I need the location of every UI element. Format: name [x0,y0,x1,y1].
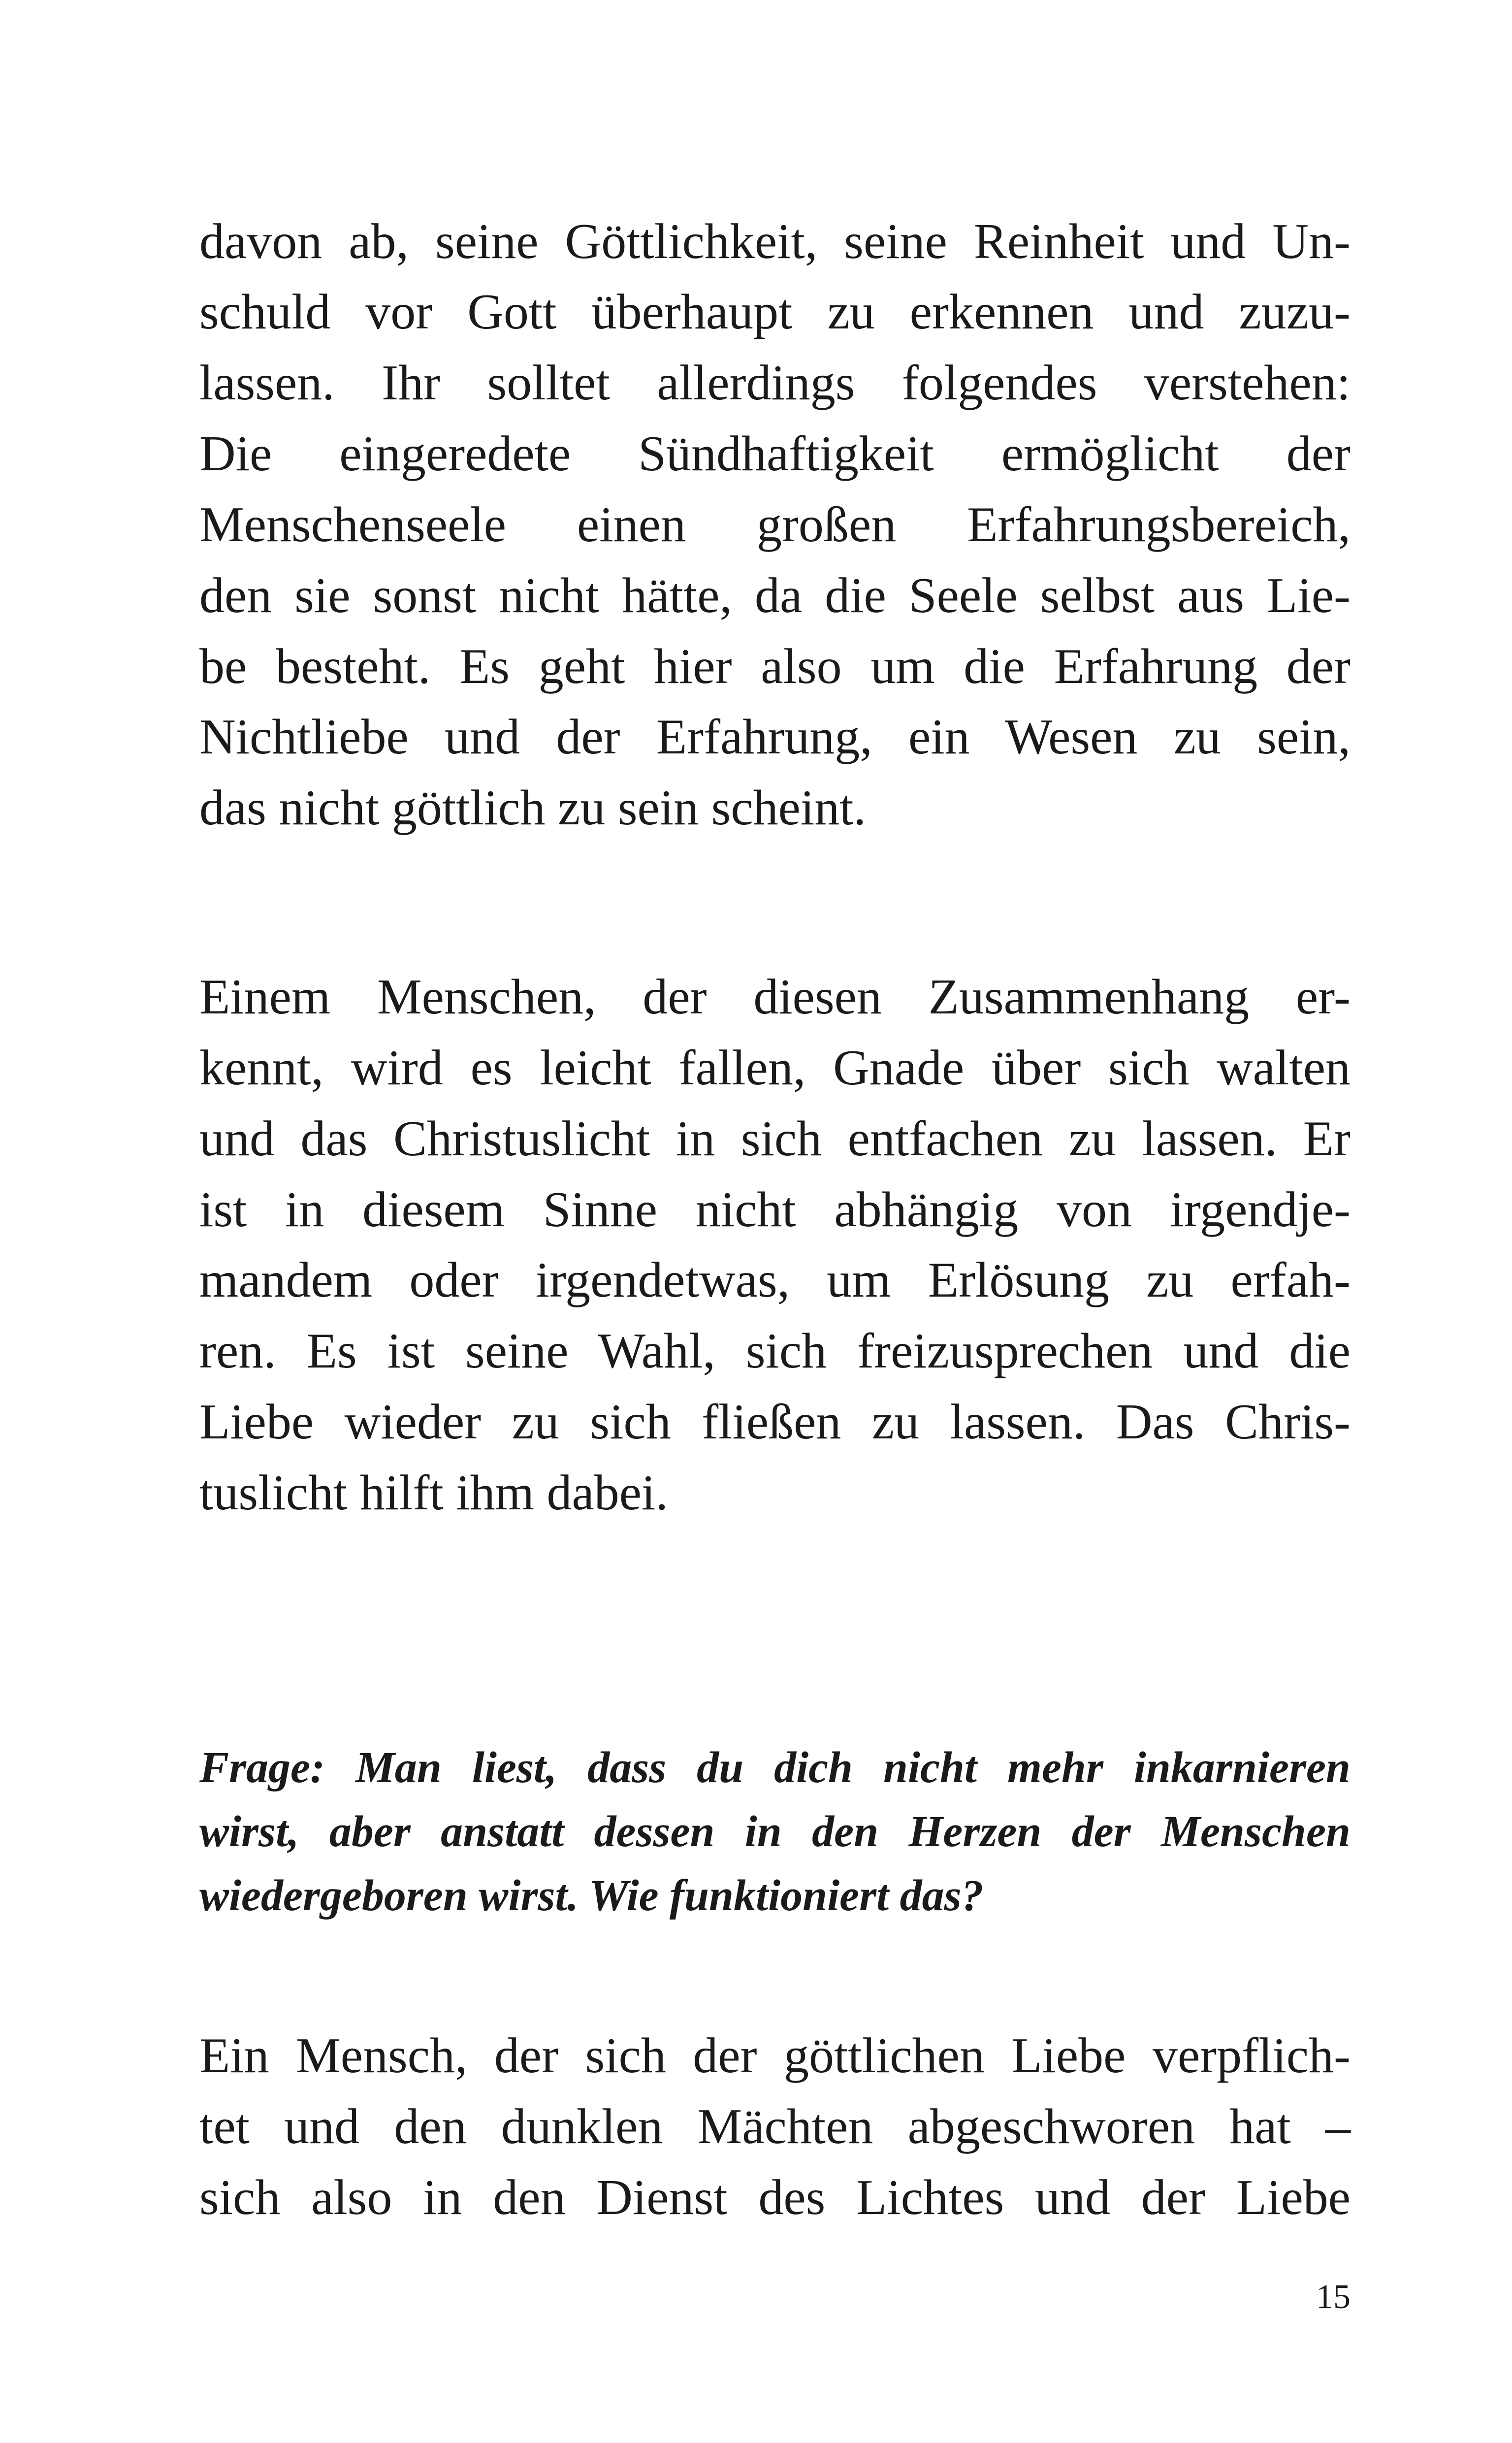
text-line: ist in diesem Sinne nicht abhängig von irgendje- [199,1182,1351,1238]
text-line: sich also in den Dienst des Lichtes und der Liebe [199,2170,1351,2225]
text-line: mandem oder irgendetwas, um Erlösung zu erfah- [199,1252,1351,1308]
text-line: Einem Menschen, der diesen Zusammenhang er- [199,969,1351,1025]
text-line: Nichtliebe und der Erfahrung, ein Wesen zu sein, [199,709,1351,765]
text-line: das nicht göttlich zu sein scheint. [199,780,867,836]
text-line: tuslicht hilft ihm dabei. [199,1465,668,1521]
question-line: wiedergeboren wirst. Wie funktioniert das? [199,1871,984,1920]
text-line: lassen. Ihr solltet allerdings folgendes verstehen: [199,355,1351,411]
question-line: wirst, aber anstatt dessen in den Herzen der Menschen [199,1807,1351,1856]
text-line: Die eingeredete Sündhaftigkeit ermöglicht der [199,426,1351,482]
question-line: Frage: Man liest, dass du dich nicht mehr inkarnieren [199,1743,1351,1792]
text-line: kennt, wird es leicht fallen, Gnade über sich walten [199,1040,1351,1096]
text-line: Ein Mensch, der sich der göttlichen Liebe verpflich- [199,2028,1351,2084]
text-line: davon ab, seine Göttlichkeit, seine Reinheit und Un- [199,214,1351,269]
text-line: ren. Es ist seine Wahl, sich freizusprechen und die [199,1323,1351,1379]
text-line: be besteht. Es geht hier also um die Erfahrung der [199,639,1351,694]
text-line: Liebe wieder zu sich fließen zu lassen. Das Chris- [199,1394,1351,1450]
text-line: Menschenseele einen großen Erfahrungsbereich, [199,497,1351,553]
page-number: 15 [1316,2278,1351,2316]
text-line: tet und den dunklen Mächten abgeschworen hat – [199,2099,1351,2154]
text-line: schuld vor Gott überhaupt zu erkennen und zuzu- [199,284,1351,340]
text-line: den sie sonst nicht hätte, da die Seele selbst aus Lie- [199,568,1351,623]
text-line: und das Christuslicht in sich entfachen zu lassen. Er [199,1111,1351,1167]
